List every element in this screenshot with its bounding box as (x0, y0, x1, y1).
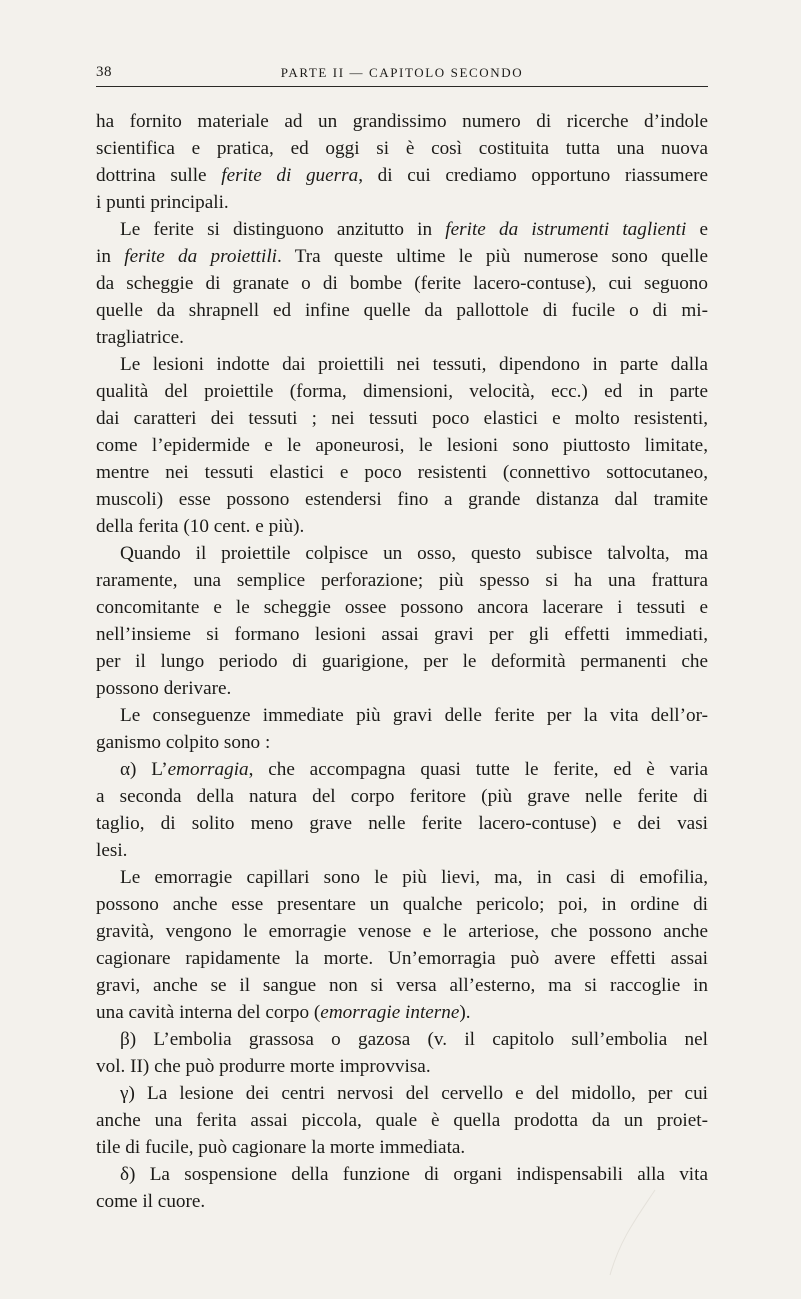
text-segment: Quando il proiettile colpisce un osso, questo subisce talvolta, ma (120, 543, 708, 564)
text-line (96, 999, 708, 1026)
text-segment: concomitante e le scheggie ossee possono ancora lacerare i tessuti e (96, 597, 708, 618)
text-segment: β) L’embolia grassosa o gazosa (v. il capitolo sull’embolia nel (120, 1029, 708, 1050)
text-line (96, 594, 708, 621)
text-line (96, 351, 708, 378)
text-segment: α) L’ (120, 759, 168, 780)
text-segment: possono derivare. (96, 678, 232, 699)
text-segment: raramente, una semplice perforazione; più spesso si ha una frattura (96, 570, 708, 591)
italic-term: emorragia (167, 759, 249, 780)
text-segment: taglio, di solito meno grave nelle ferite lacero-contuse) e dei vasi (96, 813, 708, 834)
text-segment: possono anche esse presentare un qualche pericolo; poi, in ordine di (96, 894, 708, 915)
page-number: 38 (96, 64, 112, 80)
text-line (96, 1080, 708, 1107)
text-segment: ). (459, 1002, 471, 1023)
text-segment: gravità, vengono le emorragie venose e le arteriose, che possono anche (96, 921, 708, 942)
text-segment: tile di fucile, può cagionare la morte immediata. (96, 1137, 466, 1158)
text-line (96, 540, 708, 567)
text-segment: della ferita (10 cent. e più). (96, 516, 305, 537)
text-line (96, 135, 708, 162)
text-segment: a seconda della natura del corpo feritore (più grave nelle ferite di (96, 786, 708, 807)
text-line (96, 270, 708, 297)
text-line (96, 864, 708, 891)
text-line (96, 837, 708, 864)
text-line (96, 621, 708, 648)
text-segment: da scheggie di granate o di bombe (ferite lacero-contuse), cui seguono (96, 273, 708, 294)
text-line (96, 972, 708, 999)
text-line (96, 189, 708, 216)
text-segment: in (96, 246, 125, 267)
text-line (96, 297, 708, 324)
text-segment: anche una ferita assai piccola, quale è quella prodotta da un proiet- (96, 1110, 708, 1131)
text-segment: δ) La sospensione della funzione di organi indispensabili alla vita (120, 1164, 708, 1185)
running-head: PARTE II — CAPITOLO SECONDO (280, 65, 524, 80)
text-segment: dottrina sulle (96, 165, 222, 186)
text-line (96, 216, 708, 243)
text-segment: Le conseguenze immediate più gravi delle ferite per la vita dell’or- (120, 705, 708, 726)
text-line (96, 378, 708, 405)
page-smudge (600, 1180, 720, 1280)
text-line (96, 675, 708, 702)
italic-term: ferite da istrumenti taglienti (445, 219, 687, 240)
text-line (96, 1026, 708, 1053)
text-line (96, 648, 708, 675)
text-segment: ganismo colpito sono : (96, 732, 271, 753)
text-segment: Le lesioni indotte dai proiettili nei tessuti, dipendono in parte dalla (120, 354, 708, 375)
text-line (96, 243, 708, 270)
page-header (96, 56, 708, 87)
text-segment: vol. II) che può produrre morte improvvisa. (96, 1056, 431, 1077)
text-segment: , che accompagna quasi tutte le ferite, ed è varia (248, 759, 708, 780)
text-segment: , di cui crediamo opportuno riassumere (358, 165, 708, 186)
text-line (96, 405, 708, 432)
body-text (96, 108, 708, 1215)
text-line (96, 162, 708, 189)
text-line (96, 918, 708, 945)
text-segment: tragliatrice. (96, 327, 184, 348)
text-line (96, 945, 708, 972)
italic-term: ferite da proiettili (124, 246, 277, 267)
text-segment: dai caratteri dei tessuti ; nei tessuti poco elastici e molto resistenti, (96, 408, 708, 429)
text-segment: gravi, anche se il sangue non si versa all’esterno, ma si raccoglie in (96, 975, 708, 996)
text-segment: lesi. (96, 840, 128, 861)
text-segment: come il cuore. (96, 1191, 206, 1212)
text-line (96, 1107, 708, 1134)
text-segment: per il lungo periodo di guarigione, per le deformità permanenti che (96, 651, 708, 672)
text-line (96, 1134, 708, 1161)
text-line (96, 729, 708, 756)
text-line (96, 756, 708, 783)
text-segment: quelle da shrapnell ed infine quelle da pallottole di fucile o di mi- (96, 300, 708, 321)
text-line (96, 810, 708, 837)
italic-term: ferite di guerra (221, 165, 359, 186)
italic-term: emorragie interne (320, 1002, 460, 1023)
text-segment: γ) La lesione dei centri nervosi del cervello e del midollo, per cui (120, 1083, 708, 1104)
text-line (96, 702, 708, 729)
text-segment: scientifica e pratica, ed oggi si è così costituita tutta una nuova (96, 138, 708, 159)
text-segment: muscoli) esse possono estendersi fino a grande distanza dal tramite (96, 489, 708, 510)
text-line (96, 513, 708, 540)
text-segment: una cavità interna del corpo ( (96, 1002, 321, 1023)
text-line (96, 432, 708, 459)
text-segment: Le ferite si distinguono anzitutto in (120, 219, 446, 240)
text-line (96, 891, 708, 918)
text-segment: . Tra queste ultime le più numerose sono quelle (276, 246, 708, 267)
text-line (96, 1053, 708, 1080)
text-line (96, 324, 708, 351)
text-line (96, 783, 708, 810)
text-segment: ha fornito materiale ad un grandissimo numero di ricerche d’indole (96, 111, 708, 132)
text-segment: nell’insieme si formano lesioni assai gravi per gli effetti immediati, (96, 624, 708, 645)
text-line (96, 567, 708, 594)
text-segment: cagionare rapidamente la morte. Un’emorragia può avere effetti assai (96, 948, 708, 969)
text-segment: qualità del proiettile (forma, dimensioni, velocità, ecc.) ed in parte (96, 381, 708, 402)
text-segment: i punti principali. (96, 192, 229, 213)
text-segment: Le emorragie capillari sono le più lievi, ma, in casi di emofilia, (120, 867, 708, 888)
text-segment: e (686, 219, 708, 240)
text-line (96, 108, 708, 135)
text-line (96, 486, 708, 513)
text-segment: mentre nei tessuti elastici e poco resistenti (connettivo sottocutaneo, (96, 462, 708, 483)
text-line (96, 459, 708, 486)
text-segment: come l’epidermide e le aponeurosi, le lesioni sono piuttosto limitate, (96, 435, 708, 456)
